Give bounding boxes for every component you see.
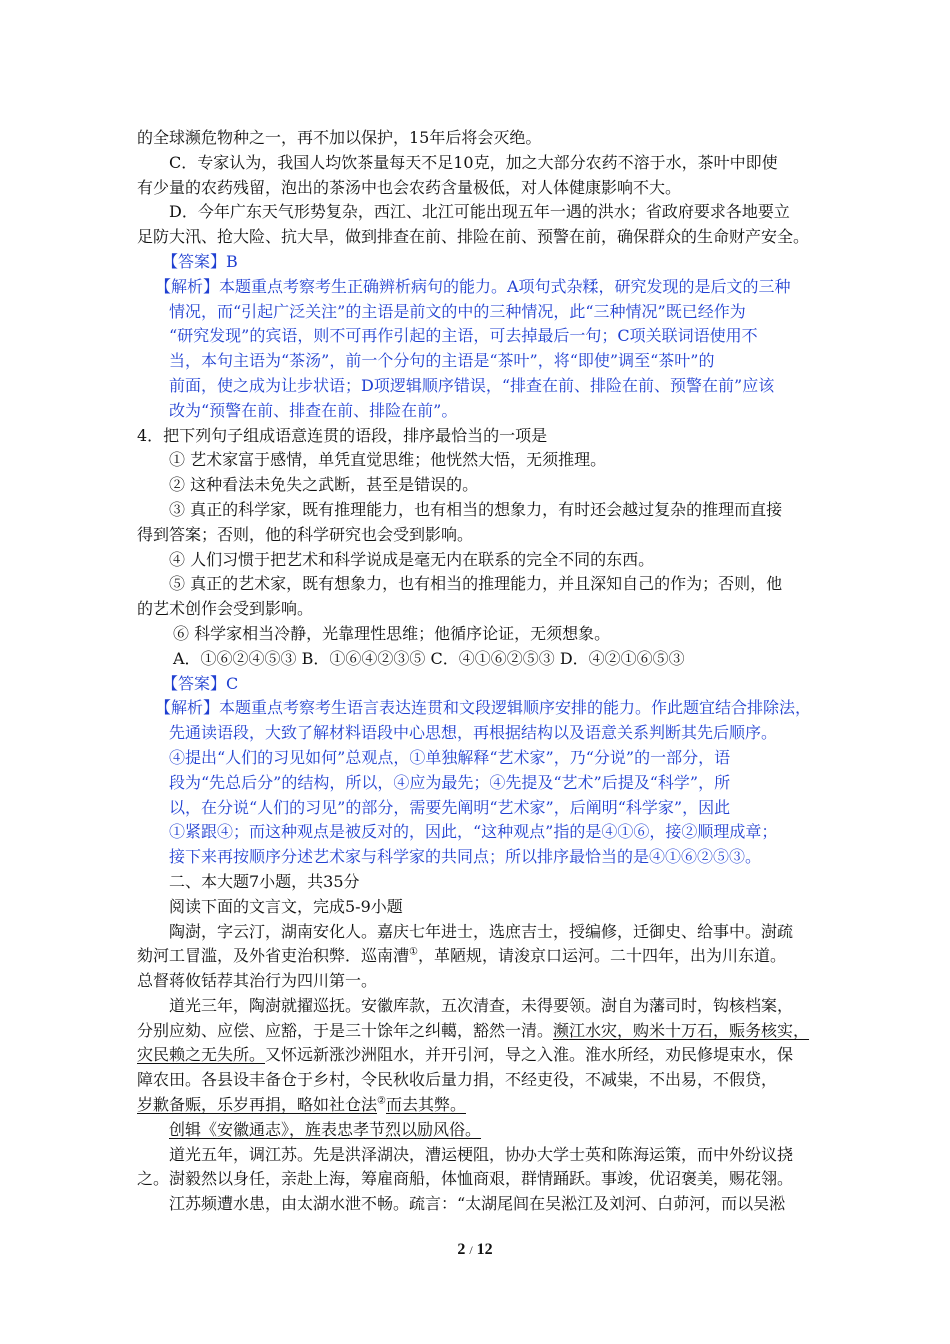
line-text: 接下来再按顺序分述艺术家与科学家的共同点；所以排序最恰当的是④①⑥②⑤③。 (169, 847, 762, 867)
text-line (137, 597, 827, 622)
line-text: 分别应劾、应偿、应豁，于是三十馀年之纠轕，豁然一清。 (137, 1020, 554, 1040)
text-line (137, 176, 827, 201)
text-line (137, 870, 827, 895)
line-text: 4．把下列句子组成语意连贯的语段，排序最恰当的一项是 (137, 425, 548, 445)
page-total: 12 (476, 1241, 493, 1258)
line-text: ⑥ 科学家相当冷静，光靠理性思维；他循序论证，无须想象。 (173, 623, 611, 643)
line-text: 【解析】本题重点考察考生正确辨析病句的能力。A项句式杂糅，研究发现的是后文的三种 (155, 276, 791, 296)
line-text: 当，本句主语为“茶汤”，前一个分句的主语是“茶叶”，将“即使”调至“茶叶”的 (169, 351, 715, 371)
text-line (137, 399, 827, 424)
line-text: 道光五年，调江苏。先是洪泽湖决，漕运梗阻，协办大学士英和陈海运策，而中外纷议挠 (169, 1144, 794, 1164)
text-line (137, 672, 827, 697)
text-line (137, 920, 827, 945)
text-line (137, 523, 827, 548)
text-line (137, 1019, 827, 1044)
line-text: 之。澍毅然以身任，亲赴上海，筹雇商船，体恤商艰，群情踊跃。事竣，优诏褒美，赐花翎。 (137, 1169, 794, 1189)
line-text: 岁歉备赈，乐岁再捐，略如社仓法 (137, 1095, 378, 1115)
line-text: 的艺术创作会受到影响。 (137, 599, 314, 619)
line-text: ① 艺术家富于感情，单凭直觉思维；他恍然大悟，无须推理。 (169, 450, 607, 470)
line-text-tail: ，革陋规，请浚京口运河。二十四年，出为川东道。 (417, 946, 786, 966)
line-text: 先通读语段，大致了解材料语段中心思想，再根据结构以及语意关系判断其先后顺序。 (169, 723, 778, 743)
text-line (137, 300, 827, 325)
text-line (137, 771, 827, 796)
line-text: 前面，使之成为让步状语；D项逻辑顺序错误，“排查在前、排险在前、预警在前”应该 (169, 375, 775, 395)
line-text: 有少量的农药残留，泡出的茶汤中也会农药含量极低，对人体健康影响不大。 (137, 177, 682, 197)
document-body (137, 126, 827, 1217)
text-line (137, 572, 827, 597)
text-line (137, 1118, 827, 1143)
line-text-tail: 而去其弊。 (385, 1095, 466, 1115)
text-line (137, 1068, 827, 1093)
text-line (137, 151, 827, 176)
page-current: 2 (457, 1241, 466, 1258)
text-line (137, 647, 827, 672)
text-line (137, 225, 827, 250)
line-text: 【答案】C (162, 673, 239, 693)
text-line (137, 374, 827, 399)
footnote-mark: ① (409, 946, 418, 958)
line-text: D．今年广东天气形势复杂，西江、北江可能出现五年一遇的洪水；省政府要求各地要立 (169, 202, 790, 222)
page-separator: / (469, 1243, 473, 1257)
text-line (137, 895, 827, 920)
text-line (137, 1143, 827, 1168)
text-line (137, 126, 827, 151)
text-line (137, 746, 827, 771)
line-text: 足防大汛、抢大险、抗大旱，做到排查在前、排险在前、预警在前，确保群众的生命财产安全。 (137, 227, 810, 247)
text-line (137, 250, 827, 275)
text-line (137, 1192, 827, 1217)
line-text: 江苏频遭水患，由太湖水泄不畅。疏言：“太湖尾闾在吴淞江及刘河、白茆河，而以吴淞 (169, 1194, 786, 1214)
line-text: ② 这种看法未免失之武断，甚至是错误的。 (169, 475, 479, 495)
line-text: 以，在分说“人们的习见”的部分，需要先阐明“艺术家”，后阐明“科学家”，因此 (169, 797, 731, 817)
text-line (137, 324, 827, 349)
line-text: ④提出“人们的习见如何”总观点，①单独解释“艺术家”，乃“分说”的一部分，语 (169, 747, 731, 767)
text-line (137, 424, 827, 449)
line-text: “研究发现”的宾语，则不可再作引起的主语，可去掉最后一句；C项关联词语使用不 (169, 326, 758, 346)
line-text: 灾民赖之无失所。 (137, 1045, 266, 1065)
text-line (137, 969, 827, 994)
line-text: ⑤ 真正的艺术家，既有想象力，也有相当的推理能力，并且深知自己的作为；否则，他 (169, 574, 783, 594)
footnote-mark: ② (377, 1095, 386, 1107)
text-line (137, 622, 827, 647)
line-text: 阅读下面的文言文，完成5-9小题 (169, 896, 403, 916)
line-text: 创辑《安徽通志》，旌表忠孝节烈以励风俗。 (169, 1119, 482, 1139)
text-line (137, 275, 827, 300)
text-line (137, 994, 827, 1019)
line-text: C．专家认为，我国人均饮茶量每天不足10克，加之大部分农药不溶于水，茶叶中即使 (169, 152, 778, 172)
page-number (0, 1241, 950, 1259)
line-text: ③ 真正的科学家，既有推理能力，也有相当的想象力，有时还会越过复杂的推理而直接 (169, 499, 783, 519)
line-text-tail: 濒江水灾，购米十万石，赈务核实， (553, 1020, 810, 1040)
line-text: 改为“预警在前、排查在前、排险在前”。 (169, 400, 458, 420)
text-line (137, 820, 827, 845)
text-line (137, 548, 827, 573)
line-text: 段为“先总后分”的结构，所以，④应为最先；④先提及“艺术”后提及“科学”，所 (169, 772, 731, 792)
text-line (137, 1167, 827, 1192)
line-text: 【答案】B (162, 251, 238, 271)
text-line (137, 845, 827, 870)
line-text: 总督蒋攸铦荐其治行为四川第一。 (137, 971, 378, 991)
text-line (137, 200, 827, 225)
text-line (137, 349, 827, 374)
line-text: 劾河工冒滥，及外省吏治积弊．巡南漕 (137, 946, 410, 966)
line-text-tail: 又怀远新涨沙洲阻水，并开引河，导之入淮。淮水所经，劝民修堤束水，保 (265, 1045, 794, 1065)
line-text: ①紧跟④；而这种观点是被反对的，因此，“这种观点”指的是④①⑥，接②顺理成章； (169, 822, 778, 842)
line-text: A．①⑥②④⑤③ B．①⑥④②③⑤ C．④①⑥②⑤③ D．④②①⑥⑤③ (173, 648, 685, 668)
text-line (137, 696, 827, 721)
line-text: 障农田。各县设丰备仓于乡村，令民秋收后量力捐，不经吏役，不减粜，不出易，不假贷， (137, 1070, 778, 1090)
line-text: 道光三年，陶澍就擢巡抚。安徽库款，五次清查，未得要领。澍自为藩司时，钩核档案， (169, 995, 794, 1015)
text-line (137, 1093, 827, 1118)
text-line (137, 473, 827, 498)
text-line (137, 944, 827, 969)
text-line (137, 498, 827, 523)
line-text: 得到答案；否则，他的科学研究也会受到影响。 (137, 524, 474, 544)
line-text: 情况，而“引起广泛关注”的主语是前文的中的三种情况，此“三种情况”既已经作为 (169, 301, 746, 321)
text-line (137, 1043, 827, 1068)
text-line (137, 796, 827, 821)
line-text: ④ 人们习惯于把艺术和科学说成是毫无内在联系的完全不同的东西。 (169, 549, 655, 569)
line-text: 的全球濒危物种之一，再不加以保护，15年后将会灭绝。 (137, 128, 542, 147)
text-line (137, 721, 827, 746)
line-text: 陶澍，字云汀，湖南安化人。嘉庆七年进士，选庶吉士，授编修，迁御史、给事中。澍疏 (169, 921, 794, 941)
text-line (137, 448, 827, 473)
line-text: 【解析】本题重点考察考生语言表达连贯和文段逻辑顺序安排的能力。作此题宜结合排除法， (155, 698, 812, 718)
line-text: 二、本大题7小题，共35分 (169, 871, 360, 891)
